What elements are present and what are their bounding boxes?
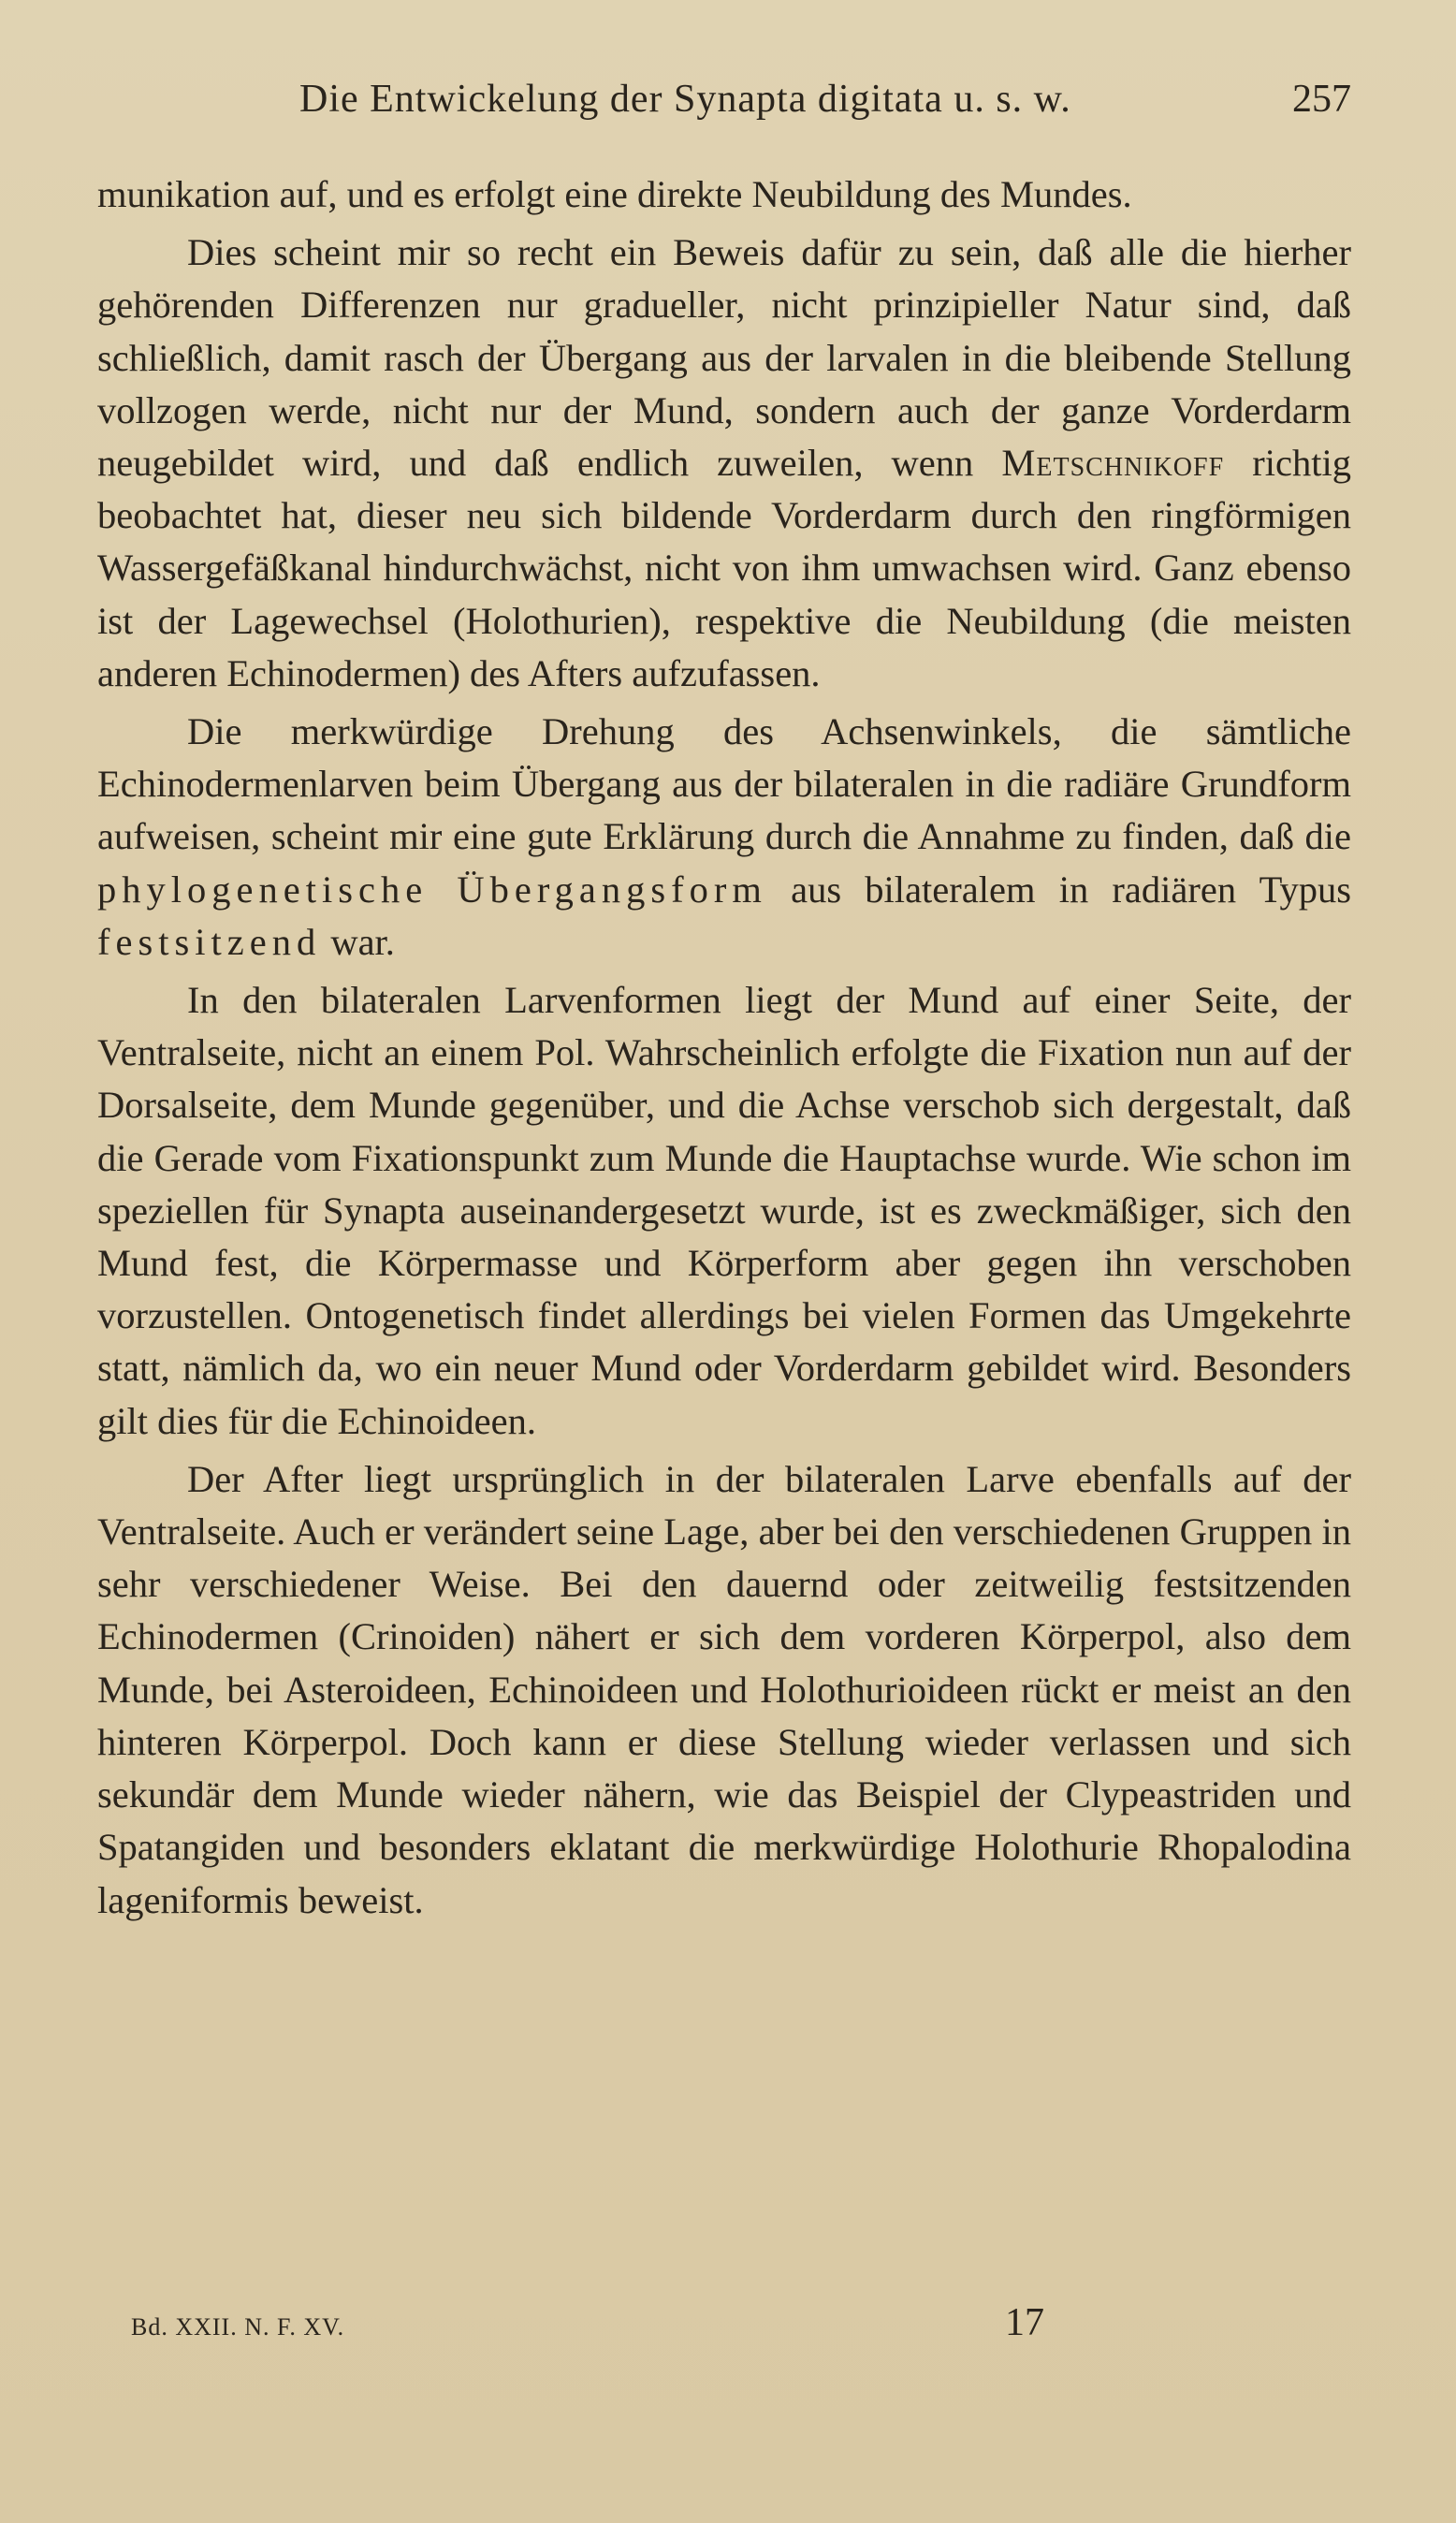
paragraph xyxy=(97,974,1351,1448)
text-segment: Die merkwürdige Drehung des Achsenwinkels, die sämtliche Echinodermenlarven beim Übergang aus der bilateralen in die radiäre Grundform aufweisen, scheint mir eine gute Erklärung durch die Annahme zu finden, daß die xyxy=(97,710,1351,858)
page-header xyxy=(299,77,1351,133)
paragraph xyxy=(97,706,1351,969)
text-segment: Dies scheint mir so recht ein Beweis dafür zu sein, daß alle die hierher gehörenden Differenzen nur gradueller, nicht prinzipieller Natur sind, daß schließlich, damit rasch der Übergang aus der larvalen in die bleibende Stellung vollzogen werde, nicht nur der Mund, sondern auch der ganze Vorderdarm neugebildet wird, und daß endlich zuweilen, wenn xyxy=(97,231,1351,485)
running-title: Die Entwickelung der Synapta digitata u. s. w. xyxy=(299,78,1071,121)
paragraph xyxy=(97,168,1351,221)
page-number: 257 xyxy=(1292,78,1351,121)
emphasis-spaced: festsitzend xyxy=(97,920,322,963)
author-name-metschnikoff: Metschnikoff xyxy=(1001,442,1225,485)
text-segment: Der After liegt ursprünglich in der bilateralen Larve ebenfalls auf der Ventralseite. Auch er verändert seine Lage, aber bei den verschiedenen Gruppen in sehr verschiedener Weise. Bei den dauernd oder zeitweilig festsitzenden Echinodermen (Crinoiden) nähert er sich dem vorderen Körperpol, also dem Munde, bei Asteroideen, Echinoideen und Holothurioideen rückt er meist an den hinteren Körperpol. Doch kann er diese Stellung wieder verlassen und sich sekundär dem Munde wieder nähern, wie das Beispiel der Clypeastriden und Spatangiden und besonders eklatant die merkwürdige Holothurie Rhopalodina lageniformis beweist. xyxy=(97,1457,1351,1921)
text-segment: richtig beobachtet hat, dieser neu sich bildende Vorderdarm durch den ringförmigen Wassergefäßkanal hindurchwächst, nicht von ihm umwachsen wird. Ganz ebenso ist der Lagewechsel (Holothurien), respektive die Neubildung (die meisten anderen Echinodermen) des Afters aufzufassen. xyxy=(97,442,1351,694)
emphasis-spaced: phylogenetische Übergangsform xyxy=(97,868,767,911)
body-text xyxy=(97,168,1351,1927)
paragraph xyxy=(97,226,1351,700)
text-segment: war. xyxy=(321,920,395,963)
text-segment: munikation auf, und es erfolgt eine direkte Neubildung des Mundes. xyxy=(97,173,1132,215)
paragraph xyxy=(97,1453,1351,1927)
sheet-number: 17 xyxy=(1005,2301,1044,2344)
text-segment: aus bilateralem in radiären Typus xyxy=(766,868,1352,911)
volume-signature: Bd. XXII. N. F. XV. xyxy=(131,2313,345,2341)
text-segment: In den bilateralen Larvenformen liegt der Mund auf einer Seite, der Ventralseite, nicht an einem Pol. Wahrscheinlich erfolgte die Fixation nun auf der Dorsalseite, dem Munde gegenüber, und die Achse verschob sich dergestalt, daß die Gerade vom Fixationspunkt zum Munde die Hauptachse wurde. Wie schon im speziellen für Synapta auseinandergesetzt wurde, ist es zweckmäßiger, sich den Mund fest, die Körpermasse und Körperform aber gegen ihn verschoben vorzustellen. Ontogenetisch findet allerdings bei vielen Formen das Umgekehrte statt, nämlich da, wo ein neuer Mund oder Vorderdarm gebildet wird. Besonders gilt dies für die Echinoideen. xyxy=(97,979,1351,1442)
